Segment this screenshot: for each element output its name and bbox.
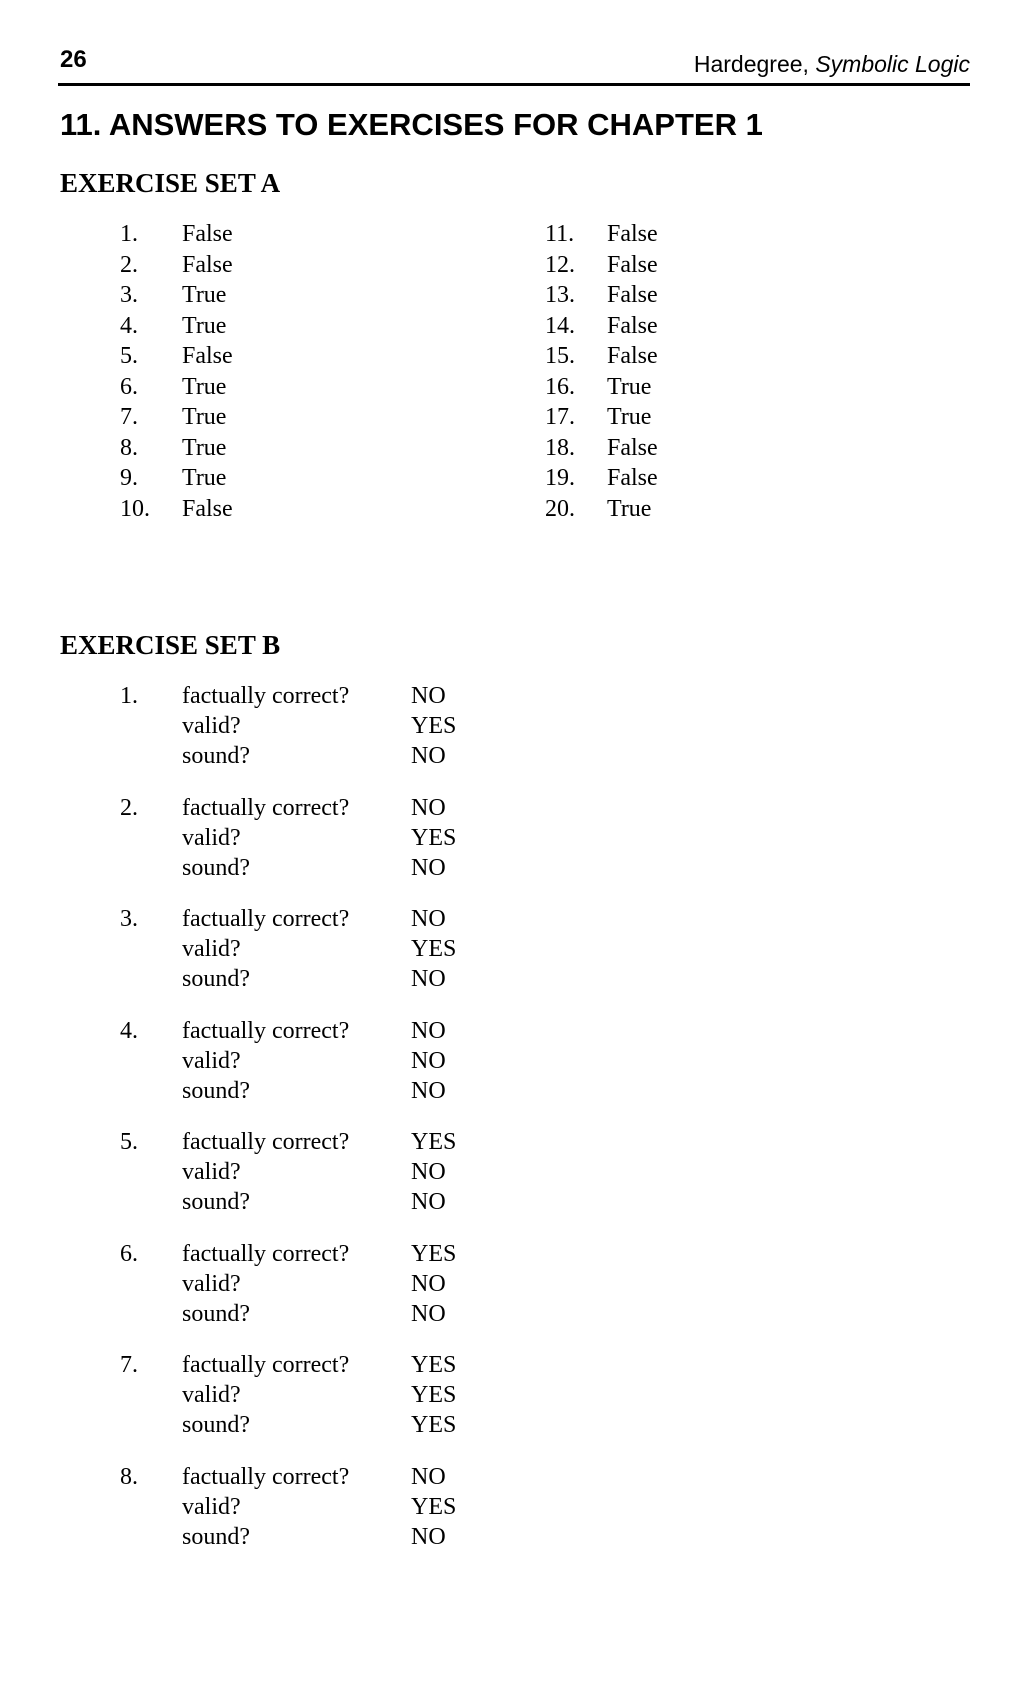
answer-value: True <box>182 404 227 430</box>
answer-row <box>545 402 845 433</box>
answer-row <box>120 494 420 525</box>
question-label: sound? <box>182 1189 250 1215</box>
answer-value: True <box>607 373 652 400</box>
question-label: sound? <box>182 743 250 769</box>
question-label: sound? <box>182 1523 250 1550</box>
item-number: 5. <box>120 343 138 369</box>
question-row <box>120 1239 540 1269</box>
question-label: factually correct? <box>182 1129 350 1155</box>
item-number: 14. <box>545 312 575 339</box>
item-number: 7. <box>120 404 138 430</box>
item-number: 8. <box>120 434 138 461</box>
item-number: 12. <box>545 251 575 278</box>
answer-value: NO <box>411 794 446 821</box>
answer-value: YES <box>411 1352 457 1378</box>
item-number: 10. <box>120 495 150 522</box>
item-number: 19. <box>545 465 575 491</box>
answer-value: NO <box>411 683 446 709</box>
exercise-item <box>120 1462 540 1574</box>
answer-row <box>545 433 845 464</box>
answer-row <box>120 219 420 250</box>
exercise-set-b-title: EXERCISE SET B <box>60 630 281 660</box>
answer-value: YES <box>411 936 457 962</box>
question-label: sound? <box>182 1300 250 1327</box>
chapter-title: 11. ANSWERS TO EXERCISES FOR CHAPTER 1 <box>60 107 763 142</box>
answer-row <box>545 341 845 372</box>
question-row <box>120 964 540 994</box>
question-label: valid? <box>182 1382 241 1408</box>
answer-value: False <box>607 251 658 278</box>
exercise-item <box>120 1016 540 1128</box>
answer-value: YES <box>411 824 457 851</box>
answer-value: YES <box>411 1240 457 1267</box>
exercise-item <box>120 1350 540 1462</box>
question-row <box>120 1299 540 1329</box>
answer-value: NO <box>411 1189 446 1215</box>
item-number: 20. <box>545 495 575 522</box>
item-number: 3. <box>120 906 138 932</box>
question-label: valid? <box>182 1159 241 1185</box>
answer-row <box>545 250 845 281</box>
question-row <box>120 1127 540 1157</box>
item-number: 4. <box>120 1017 138 1044</box>
answer-row <box>120 433 420 464</box>
book-title: Symbolic Logic <box>815 51 970 77</box>
question-label: factually correct? <box>182 683 350 709</box>
answer-row <box>120 372 420 403</box>
item-number: 2. <box>120 251 138 278</box>
question-row <box>120 681 540 711</box>
set-a-right-column <box>545 219 845 524</box>
set-b-list <box>120 681 540 1573</box>
answer-value: NO <box>411 1159 446 1185</box>
answer-value: False <box>607 465 658 491</box>
header-rule <box>58 83 970 86</box>
answer-value: YES <box>411 1493 457 1520</box>
question-row <box>120 1350 540 1380</box>
question-label: sound? <box>182 966 250 992</box>
answer-row <box>545 372 845 403</box>
question-label: sound? <box>182 1077 250 1104</box>
answer-value: False <box>607 282 658 308</box>
answer-value: True <box>182 312 227 339</box>
exercise-set-a-title: EXERCISE SET A <box>60 168 281 198</box>
answer-value: NO <box>411 966 446 992</box>
answer-value: NO <box>411 854 446 881</box>
question-row <box>120 741 540 771</box>
question-row <box>120 1410 540 1440</box>
item-number: 9. <box>120 465 138 491</box>
exercise-item <box>120 1239 540 1351</box>
item-number: 6. <box>120 373 138 400</box>
item-number: 17. <box>545 404 575 430</box>
author-name: Hardegree, <box>693 51 816 77</box>
answer-value: False <box>607 312 658 339</box>
answer-value: NO <box>411 1017 446 1044</box>
item-number: 2. <box>120 794 138 821</box>
question-row <box>120 1492 540 1522</box>
exercise-item <box>120 793 540 905</box>
answer-value: True <box>182 373 227 400</box>
question-row <box>120 904 540 934</box>
answer-value: False <box>182 495 233 522</box>
question-label: factually correct? <box>182 1240 350 1267</box>
answer-row <box>545 463 845 494</box>
running-header <box>694 50 970 78</box>
answer-value: NO <box>411 1077 446 1104</box>
item-number: 6. <box>120 1240 138 1267</box>
answer-value: False <box>607 434 658 461</box>
exercise-item <box>120 1127 540 1239</box>
question-label: valid? <box>182 1047 241 1074</box>
answer-value: YES <box>411 1412 457 1438</box>
exercise-item <box>120 681 540 793</box>
answer-value: NO <box>411 1463 446 1490</box>
question-label: sound? <box>182 1412 250 1438</box>
item-number: 3. <box>120 282 138 308</box>
question-row <box>120 1462 540 1492</box>
answer-value: False <box>182 221 233 247</box>
answer-value: NO <box>411 1300 446 1327</box>
item-number: 4. <box>120 312 138 339</box>
answer-row <box>120 280 420 311</box>
question-label: factually correct? <box>182 1352 350 1378</box>
answer-value: NO <box>411 1047 446 1074</box>
answer-row <box>545 494 845 525</box>
question-label: valid? <box>182 1270 241 1297</box>
answer-row <box>120 341 420 372</box>
answer-value: NO <box>411 906 446 932</box>
answer-row <box>545 311 845 342</box>
answer-row <box>120 311 420 342</box>
answer-value: True <box>607 404 652 430</box>
item-number: 1. <box>120 221 138 247</box>
answer-value: False <box>607 343 658 369</box>
question-row <box>120 823 540 853</box>
question-row <box>120 1269 540 1299</box>
question-row <box>120 1187 540 1217</box>
question-label: sound? <box>182 854 250 881</box>
answer-value: True <box>182 465 227 491</box>
question-row <box>120 793 540 823</box>
page-number: 26 <box>60 46 87 73</box>
question-row <box>120 1076 540 1106</box>
answer-value: True <box>182 434 227 461</box>
question-row <box>120 1157 540 1187</box>
question-row <box>120 1016 540 1046</box>
answer-value: NO <box>411 1270 446 1297</box>
question-row <box>120 1522 540 1552</box>
item-number: 13. <box>545 282 575 308</box>
answer-value: True <box>607 495 652 522</box>
question-label: valid? <box>182 824 241 851</box>
answer-value: YES <box>411 1129 457 1155</box>
exercise-item <box>120 904 540 1016</box>
item-number: 5. <box>120 1129 138 1155</box>
question-label: valid? <box>182 936 241 962</box>
question-row <box>120 1046 540 1076</box>
answer-value: YES <box>411 713 457 739</box>
question-label: factually correct? <box>182 906 350 932</box>
question-label: valid? <box>182 713 241 739</box>
set-a-left-column <box>120 219 420 524</box>
item-number: 11. <box>545 221 575 247</box>
item-number: 7. <box>120 1352 138 1378</box>
question-row <box>120 934 540 964</box>
answer-row <box>120 250 420 281</box>
answer-row <box>545 219 845 250</box>
item-number: 8. <box>120 1463 138 1490</box>
answer-value: False <box>182 251 233 278</box>
question-label: factually correct? <box>182 1017 350 1044</box>
question-row <box>120 1380 540 1410</box>
question-row <box>120 853 540 883</box>
answer-value: False <box>607 221 658 247</box>
question-label: valid? <box>182 1493 241 1520</box>
answer-value: NO <box>411 743 446 769</box>
answer-row <box>120 463 420 494</box>
answer-row <box>545 280 845 311</box>
question-label: factually correct? <box>182 794 350 821</box>
answer-value: NO <box>411 1523 446 1550</box>
item-number: 15. <box>545 343 575 369</box>
item-number: 18. <box>545 434 575 461</box>
answer-row <box>120 402 420 433</box>
answer-value: False <box>182 343 233 369</box>
item-number: 1. <box>120 683 138 709</box>
question-label: factually correct? <box>182 1463 350 1490</box>
answer-value: True <box>182 282 227 308</box>
item-number: 16. <box>545 373 575 400</box>
question-row <box>120 711 540 741</box>
answer-value: YES <box>411 1382 457 1408</box>
